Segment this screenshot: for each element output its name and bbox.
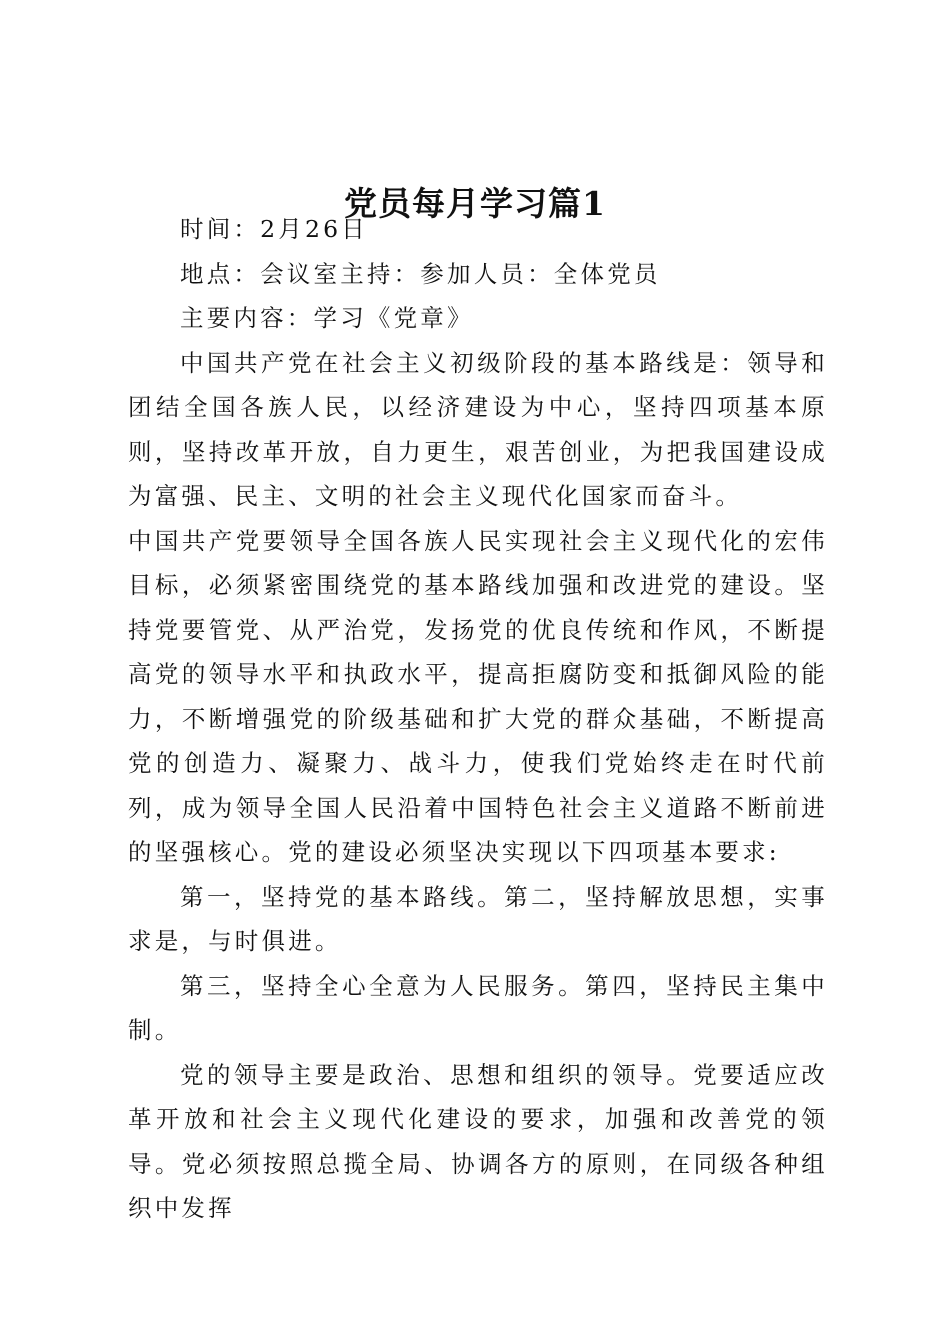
meta-time: 时间：2月26日	[180, 215, 368, 243]
document-body	[128, 207, 828, 1231]
meta-location: 地点：会议室主持：参加人员：全体党员	[180, 259, 661, 288]
paragraph-basic-line: 中国共产党在社会主义初级阶段的基本路线是：领导和团结全国各族人民，以经济建设为中心，坚持四项基本原则，坚持改革开放，自力更生，艰苦创业，为把我国建设成为富强、民主、文明的社会主义现代化国家而奋斗。	[128, 348, 828, 510]
paragraph-requirements-1-2: 第一，坚持党的基本路线。第二，坚持解放思想，实事求是，与时俱进。	[128, 882, 828, 955]
paragraph-party-building: 中国共产党要领导全国各族人民实现社会主义现代化的宏伟目标，必须紧密围绕党的基本路线加强和改进党的建设。坚持党要管党、从严治党，发扬党的优良传统和作风，不断提高党的领导水平和执政水平，提高拒腐防变和抵御风险的能力，不断增强党的阶级基础和扩大党的群众基础，不断提高党的创造力、凝聚力、战斗力，使我们党始终走在时代前列，成为领导全国人民沿着中国特色社会主义道路不断前进的坚强核心。党的建设必须坚决实现以下四项基本要求:	[128, 526, 828, 866]
meta-content: 主要内容：学习《党章》	[180, 304, 474, 332]
paragraph-party-leadership: 党的领导主要是政治、思想和组织的领导。党要适应改革开放和社会主义现代化建设的要求，加强和改善党的领导。党必须按照总揽全局、协调各方的原则，在同级各种组织中发挥	[128, 1060, 828, 1222]
paragraph-requirements-3-4: 第三，坚持全心全意为人民服务。第四，坚持民主集中制。	[128, 971, 828, 1044]
document-title: 党员每月学习篇1	[344, 184, 606, 223]
